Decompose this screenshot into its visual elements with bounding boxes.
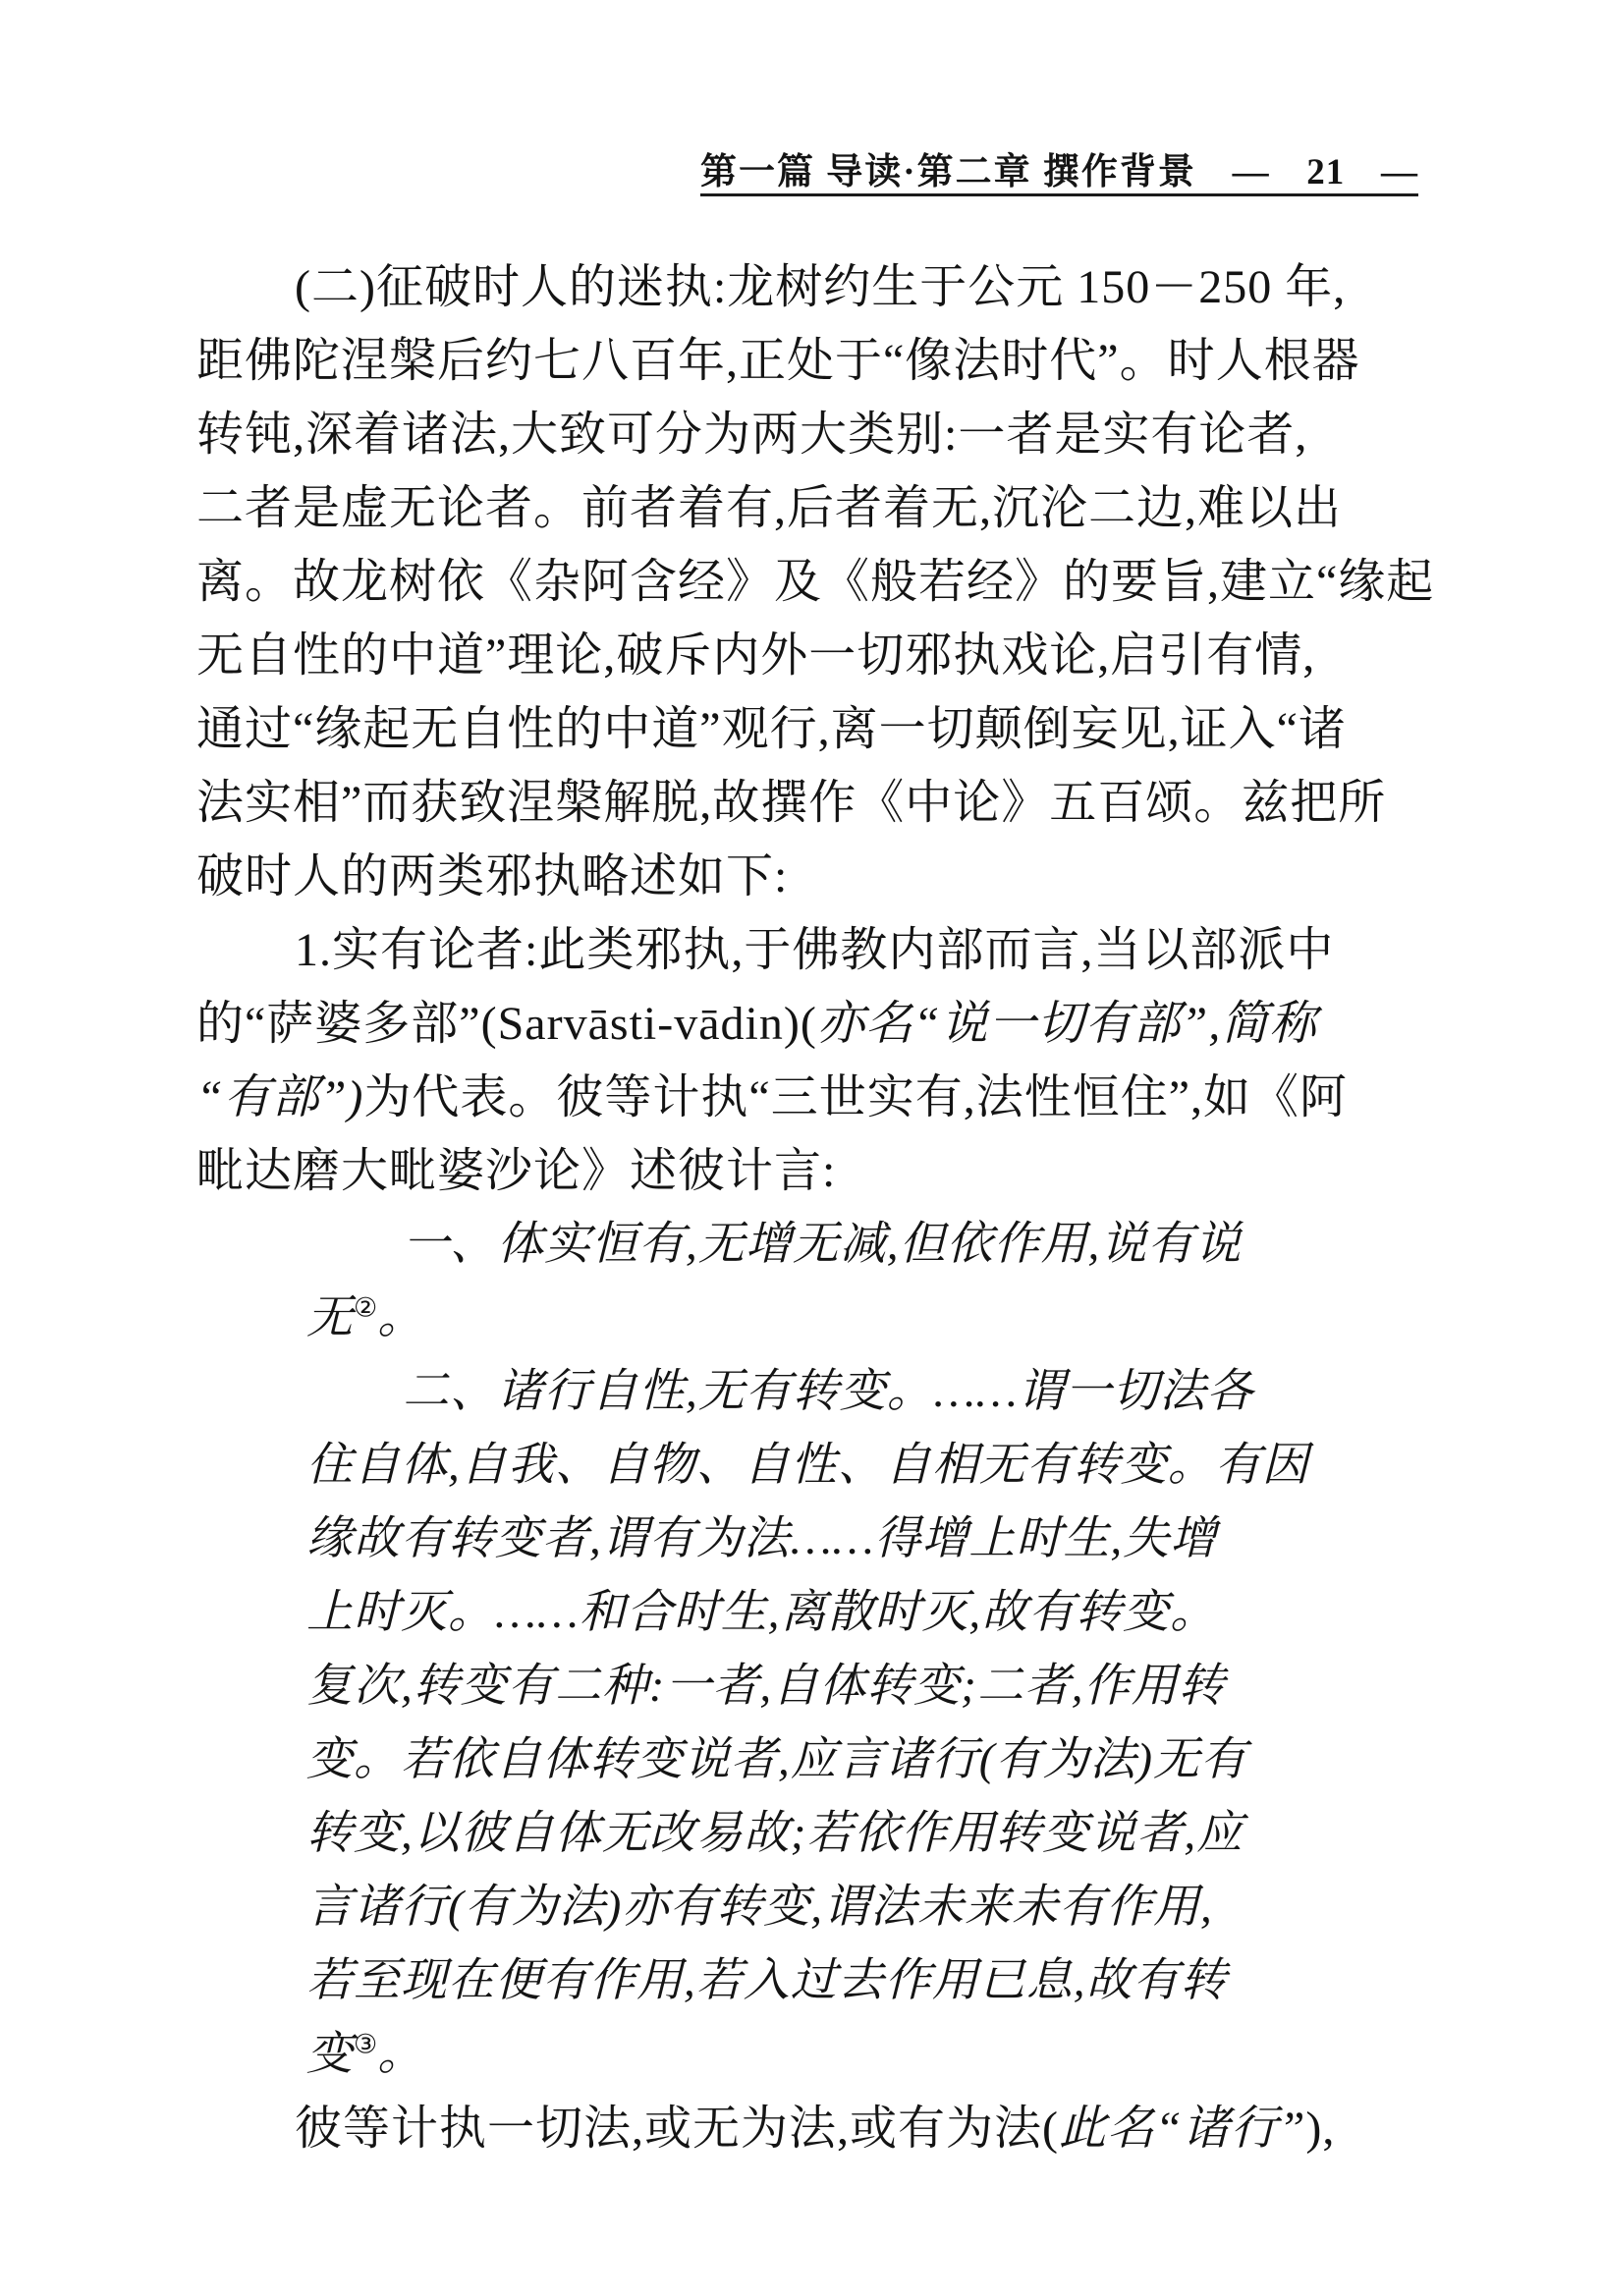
- text-segment-kai: 。: [377, 1292, 425, 1343]
- quote-line: 缘故有转变者,谓有为法……得增上时生,失增: [306, 1513, 1218, 1564]
- text-segment-kai: 此名“诸行”: [1059, 2103, 1306, 2155]
- footnote-ref-3: ③: [354, 2029, 378, 2059]
- text-segment-kai: “有部”): [196, 1071, 364, 1123]
- text-line: (二)征破时人的迷执:龙树约生于公元 150－250 年,: [295, 261, 1347, 313]
- page-number: 21: [1306, 152, 1346, 192]
- quote-line: 上时灭。……和合时生,离散时灭,故有转变。: [306, 1587, 1218, 1638]
- header-chapter-title: 第一篇 导读·第二章 撰作背景: [700, 152, 1196, 192]
- text-line: 法实相”而获致涅槃解脱,故撰作《中论》五百颂。兹把所: [196, 777, 1387, 829]
- text-line: [196, 1061, 1473, 1134]
- text-line: 毗达磨大毗婆沙论》述彼计言:: [196, 1145, 837, 1197]
- text-segment: 彼等计执一切法,或无为法,或有为法(: [295, 2103, 1059, 2155]
- body-text: [196, 250, 1473, 2165]
- quote-line: 若至现在便有作用,若入过去作用已息,故有转: [306, 1955, 1228, 2006]
- quote-line: 二、诸行自性,无有转变。……谓一切法各: [403, 1366, 1254, 1417]
- quote-line: 变。若依自体转变说者,应言诸行(有为法)无有: [306, 1734, 1248, 1785]
- text-segment: ),: [1305, 2103, 1336, 2155]
- quote-line: [196, 1282, 1473, 1355]
- text-segment-kai: 。: [377, 2029, 425, 2080]
- text-line: 离。故龙树依《杂阿含经》及《般若经》的要旨,建立“缘起: [196, 556, 1435, 608]
- text-segment-kai: 变: [306, 2029, 354, 2080]
- quote-line: 转变,以彼自体无改易故;若依作用转变说者,应: [306, 1808, 1244, 1859]
- quote-line: 复次,转变有二种:一者,自体转变;二者,作用转: [306, 1661, 1226, 1712]
- text-line: 转钝,深着诸法,大致可分为两大类别:一者是实有论者,: [196, 409, 1308, 461]
- text-segment: 的“萨婆多部”(Sarvāsti-vādin)(: [196, 998, 817, 1050]
- text-segment-kai: 无: [306, 1292, 354, 1343]
- quote-line: 言诸行(有为法)亦有转变,谓法未来未有作用,: [306, 1882, 1213, 1933]
- text-segment: 为代表。彼等计执“三世实有,法性恒住”,如《阿: [363, 1071, 1349, 1123]
- text-line: 破时人的两类邪执略述如下:: [196, 850, 789, 902]
- text-line: 二者是虚无论者。前者着有,后者着无,沉沦二边,难以出: [196, 482, 1343, 534]
- running-header: [700, 141, 1419, 194]
- text-segment-kai: 亦名“说一切有部”,简称: [816, 998, 1318, 1050]
- text-line: 通过“缘起无自性的中道”观行,离一切颠倒妄见,证入“诸: [196, 703, 1347, 755]
- header-dash-right: —: [1381, 152, 1419, 192]
- text-line: [196, 2092, 1473, 2165]
- text-line: 1.实有论者:此类邪执,于佛教内部而言,当以部派中: [295, 924, 1335, 976]
- quote-line: 住自体,自我、自物、自性、自相无有转变。有因: [306, 1440, 1309, 1491]
- text-line: 距佛陀涅槃后约七八百年,正处于“像法时代”。时人根器: [196, 335, 1360, 387]
- quote-line: [196, 2018, 1473, 2092]
- footnote-ref-2: ②: [354, 1292, 378, 1323]
- quote-line: 一、体实恒有,无增无减,但依作用,说有说: [403, 1219, 1243, 1270]
- header-dash-left: —: [1232, 152, 1271, 192]
- header-rule: [700, 193, 1418, 196]
- text-line: [196, 987, 1473, 1061]
- text-line: 无自性的中道”理论,破斥内外一切邪执戏论,启引有情,: [196, 629, 1316, 682]
